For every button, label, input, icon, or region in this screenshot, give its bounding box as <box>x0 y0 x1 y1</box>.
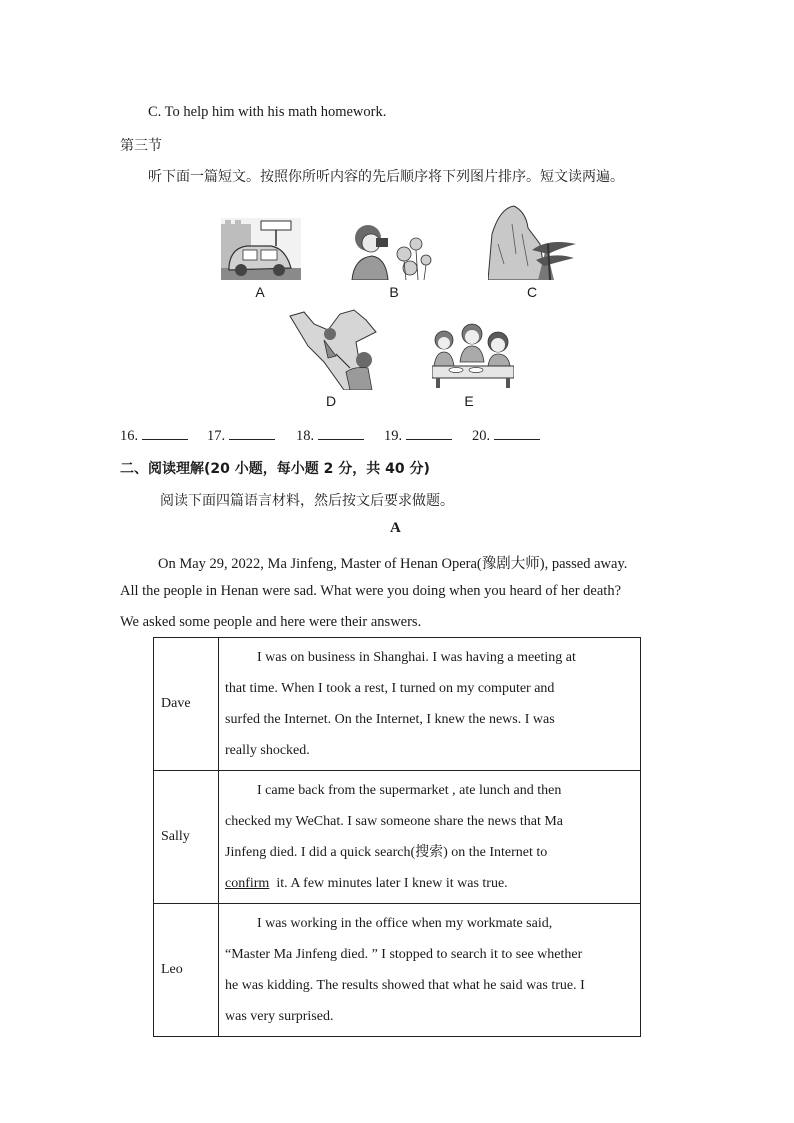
person-answer: I was working in the office when my workmate said, “Master Ma Jinfeng died. ” I stopped to search it to see whether he was kidding. The results showed that what he said was true. I was very surprised. <box>219 904 641 1037</box>
climbing-mountain-picture <box>284 306 380 390</box>
person-name: Sally <box>154 771 219 904</box>
person-answer: I was on business in Shanghai. I was having a meeting at that time. When I took a rest, I turned on my computer and surfed the Internet. On the Internet, I knew the news. I was really shocked. <box>219 638 641 771</box>
car-trip-picture <box>221 218 301 280</box>
answer-blank-20[interactable]: 20. <box>472 427 540 445</box>
section-instruction: 听下面一篇短文。按照你所听内容的先后顺序将下列图片排序。短文读两遍。 <box>148 169 624 185</box>
person-name: Leo <box>154 904 219 1037</box>
table-row <box>154 904 641 1037</box>
intro-line-2: All the people in Henan were sad. What were you doing when you heard of her death? <box>120 583 622 599</box>
table-row <box>154 771 641 904</box>
picture-label-c: C <box>526 284 538 300</box>
option-c: C. To help him with his math homework. <box>148 104 387 120</box>
passage-letter: A <box>390 520 401 536</box>
picture-label-d: D <box>325 393 337 409</box>
picture-label-e: E <box>464 393 474 409</box>
answers-table <box>153 637 641 1037</box>
intro-line-3: We asked some people and here were their answers. <box>120 614 422 630</box>
answer-blank-19[interactable]: 19. <box>384 427 452 445</box>
picture-label-a: A <box>255 284 265 300</box>
section-title: 第三节 <box>120 138 162 154</box>
family-dinner-picture <box>432 322 514 388</box>
picture-label-b: B <box>389 284 399 300</box>
intro-line-1: On May 29, 2022, Ma Jinfeng, Master of Henan Opera(豫剧大师), passed away. <box>158 556 628 572</box>
answer-blank-18[interactable]: 18. <box>296 427 364 445</box>
photographing-flowers-picture <box>346 218 438 280</box>
underlined-word: confirm <box>225 876 270 891</box>
part-instruction: 阅读下面四篇语言材料，然后按文后要求做题。 <box>160 493 454 509</box>
person-name: Dave <box>154 638 219 771</box>
answer-blank-17[interactable]: 17. <box>207 427 275 445</box>
mountain-pine-picture <box>488 204 576 280</box>
part-heading: 二、阅读理解(20 小题，每小题 2 分，共 40 分) <box>120 461 430 477</box>
answer-blank-16[interactable]: 16. <box>120 427 188 445</box>
person-answer: I came back from the supermarket , ate lunch and then checked my WeChat. I saw someone share the news that Ma Jinfeng died. I did a quick search(搜索) on the Internet to confirm it. A few minutes later I knew it was true. <box>219 771 641 904</box>
table-row <box>154 638 641 771</box>
